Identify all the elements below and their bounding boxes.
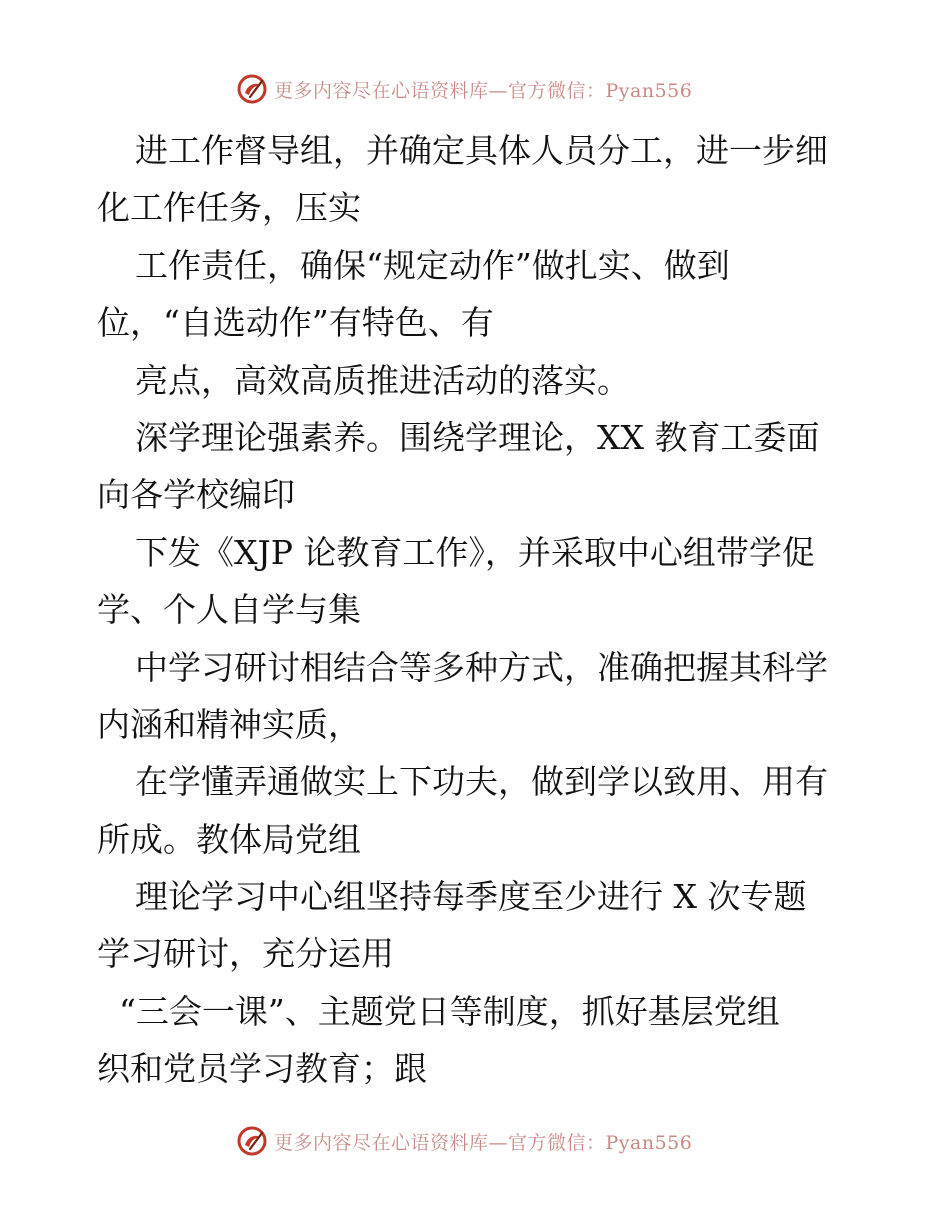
text-line: 位，“自选动作”有特色、有 (97, 303, 494, 343)
text-line: 中学习研讨相结合等多种方式，准确把握其科学 (135, 647, 828, 687)
text-line: 工作责任，确保“规定动作”做扎实、做到 (135, 245, 730, 285)
text-line: 在学懂弄通做实上下功夫，做到学以致用、用有 (135, 762, 828, 802)
text-line: 所成。教体局党组 (97, 819, 361, 859)
footer-watermark-text: 更多内容尽在心语资料库—官方微信：Pyan556 (274, 1131, 693, 1154)
text-line: 化工作任务，压实 (97, 188, 361, 228)
document-body (97, 122, 867, 1098)
red-swirl-logo-icon (236, 1125, 268, 1157)
text-line: 学习研讨，充分运用 (97, 934, 394, 974)
text-line: 向各学校编印 (97, 475, 295, 515)
text-line: 学、个人自学与集 (97, 590, 361, 630)
footer-watermark (236, 1123, 692, 1159)
text-line: 进工作督导组，并确定具体人员分工，进一步细 (135, 131, 828, 170)
text-line: 深学理论强素养。围绕学理论，XX 教育工委面 (135, 417, 820, 457)
text-line: 织和党员学习教育；跟 (97, 1049, 427, 1089)
header-watermark (236, 71, 692, 107)
text-line: “三会一课”、主题党日等制度，抓好基层党组 (119, 991, 780, 1031)
text-line: 下发《XJP 论教育工作》，并采取中心组带学促 (135, 532, 815, 572)
text-line: 亮点，高效高质推进活动的落实。 (135, 360, 630, 400)
text-line: 理论学习中心组坚持每季度至少进行 X 次专题 (135, 877, 807, 917)
red-swirl-logo-icon (236, 73, 268, 105)
header-watermark-text: 更多内容尽在心语资料库—官方微信：Pyan556 (274, 79, 693, 102)
text-line: 内涵和精神实质， (97, 704, 361, 744)
